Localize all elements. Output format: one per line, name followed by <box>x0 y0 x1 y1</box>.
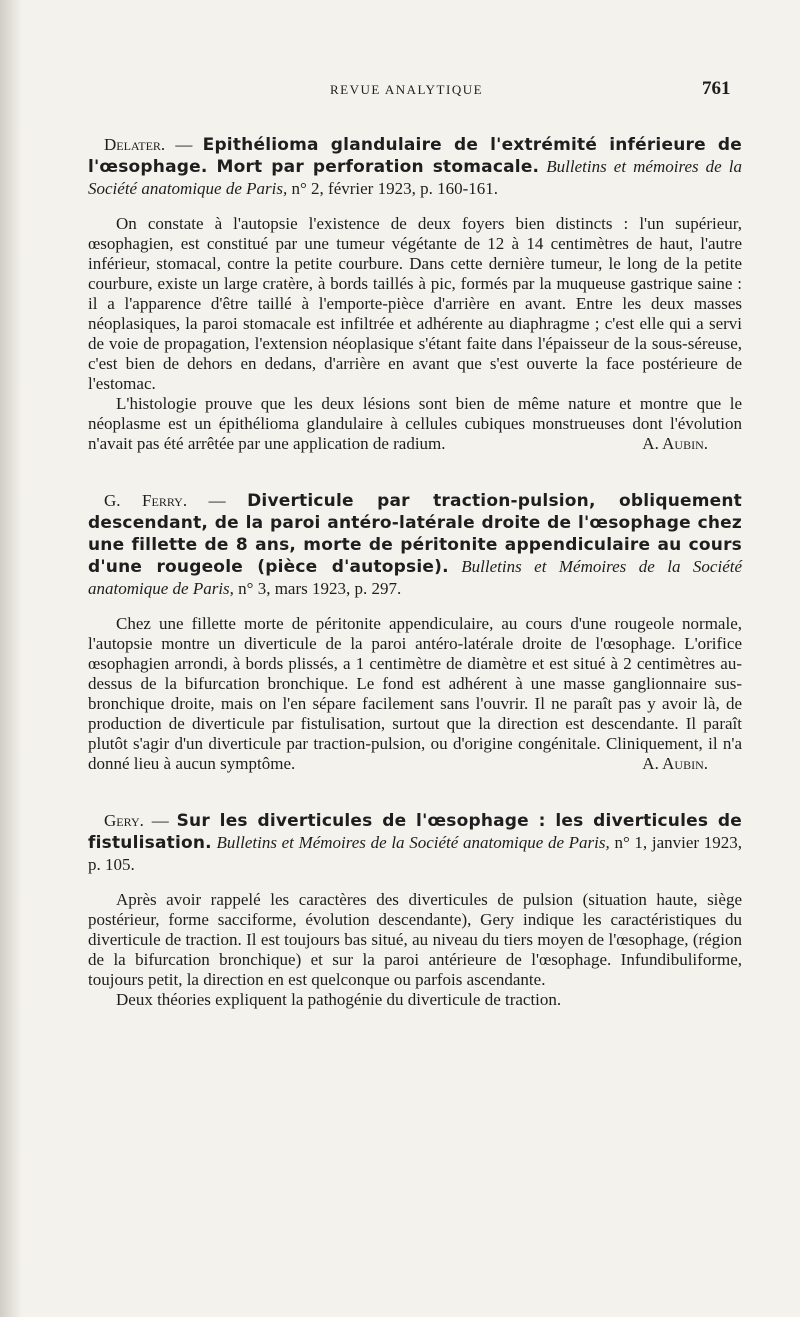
page-header <box>0 78 800 102</box>
binding-shadow <box>0 0 22 1317</box>
entry-signature: A. Aubin. <box>642 754 708 773</box>
entry-paragraph-text: L'histologie prouve que les deux lésions sont bien de même nature et montre que le néoplasme est un épithélioma glandulaire à cellules cubiques monstrueuses dont l'évolution n'avait pas été arrêtée par une application de radium. <box>88 394 742 453</box>
page-number: 761 <box>702 78 731 99</box>
entry-citation: n° 1, janvier 1923, p. 105. <box>88 833 742 874</box>
entry-dash: — <box>187 491 248 510</box>
entry-paragraph <box>88 394 742 454</box>
entry-paragraph: Deux théories expliquent la pathogénie du diverticule de traction. <box>116 990 562 1009</box>
entry-author: G. Ferry. <box>104 491 188 510</box>
entry-heading <box>88 134 742 200</box>
entry-signature: A. Aubin. <box>642 434 708 453</box>
entry-paragraph: On constate à l'autopsie l'existence de deux foyers bien distincts : l'un supérieur, œsophagien, est constitué par une tumeur végétante de 12 à 14 centimètres de haut, l'autre inférieur, stomacal, contre la petite courbure. Dans cette dernière tumeur, le long de la petite courbure, existe un large cratère, à bords taillés à pic, formés par la muqueuse gastrique saine : il a l'apparence d'être taillé à l'emporte-pièce d'arrière en avant. Entre les deux masses néoplasiques, la paroi stomacale est infiltrée et adhérente au diaphragme ; c'est elle qui a servi de voie de propagation, l'extension néoplasique s'étant faite dans l'épaisseur de la sous-séreuse, c'est bien de dehors en dedans, d'arrière en avant que s'est ouverte la face postérieure de l'estomac. <box>88 214 742 393</box>
entry-source: Bulletins et Mémoires de la Société anatomique de Paris, <box>216 833 610 852</box>
entry-paragraph <box>88 614 742 774</box>
entry-source: Bulletins et mémoires de la Société anatomique de Paris, <box>88 157 742 198</box>
entry-citation: n° 2, février 1923, p. 160-161. <box>287 179 499 198</box>
entry-dash: — <box>143 811 177 830</box>
entry-paragraph: Après avoir rappelé les caractères des diverticules de pulsion (situation haute, siège postérieur, forme sacciforme, évolution descendante), Gery indique les caractéristiques du diverticule de traction. Il est toujours bas situé, au niveau du tiers moyen de l'œsophage, (région de la bifurcation bronchique) et sur la paroi antérieure de l'œsophage. Infundibuliforme, toujours petit, la direction en est quelconque ou parfois ascendante. <box>88 890 742 989</box>
entry-title: Epithélioma glandulaire de l'extrémité inférieure de l'œsophage. Mort par perforation stomacale. <box>88 135 742 177</box>
entry-author: Delater. <box>104 135 166 154</box>
entry-title: Sur les diverticules de l'œsophage : les diverticules de fistulisation. <box>88 811 743 853</box>
entry-heading <box>88 490 742 600</box>
entry-source: Bulletins et Mémoires de la Société anatomique de Paris, <box>88 557 743 598</box>
entry-body <box>88 614 742 774</box>
abstract-entry-ferry <box>88 490 742 774</box>
abstract-entry-gery <box>88 810 742 1010</box>
entry-body <box>88 214 742 454</box>
entry-body <box>88 890 742 1010</box>
abstract-entry-delater <box>88 134 742 454</box>
entry-citation: n° 3, mars 1923, p. 297. <box>233 579 402 598</box>
entry-author: Gery. <box>104 811 144 830</box>
page-content <box>88 134 742 1046</box>
entry-heading <box>88 810 742 876</box>
entry-title: Diverticule par traction-pulsion, obliquement descendant, de la paroi antéro-latérale droite de l'œsophage chez une fillette de 8 ans, morte de péritonite appendiculaire au cours d'une rougeole (pièce d'autopsie). <box>88 491 742 577</box>
running-title: REVUE ANALYTIQUE <box>330 82 484 97</box>
entry-dash: — <box>165 135 203 154</box>
entry-paragraph-text: Chez une fillette morte de péritonite appendiculaire, au cours d'une rougeole normale, l'autopsie montre un diverticule de la paroi antéro-latérale droite de l'œsophage. L'orifice œsophagien arrondi, à bords plissés, a 1 centimètre de diamètre et est situé à 2 centimètres au-dessus de la bifurcation bronchique. Le fond est adhérent à une masse ganglionnaire sus-bronchique droite, mais on l'en sépare facilement sans l'ouvrir. Il ne paraît pas y avoir là, de production de diverticule par fistulisation, surtout que la direction est descendante. Il paraît plutôt s'agir d'un diverticule par traction-pulsion, ou d'origine congénitale. Cliniquement, il n'a donné lieu à aucun symptôme. <box>88 614 742 773</box>
